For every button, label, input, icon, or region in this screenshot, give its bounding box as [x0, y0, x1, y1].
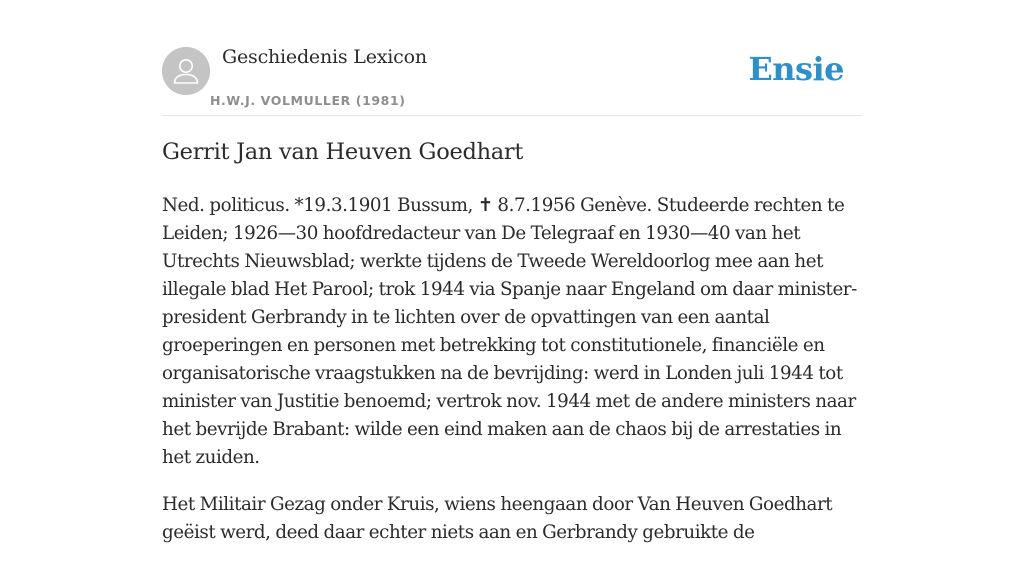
user-placeholder-icon[interactable]	[162, 47, 210, 95]
source-header	[162, 0, 862, 116]
article-paragraph: Het Militair Gezag onder Kruis, wiens heengaan door Van Heuven Goedhart geëist werd, deed daar echter niets aan en Gerbrandy gebruikte de	[162, 494, 833, 543]
article-paragraph: Ned. politicus. *19.3.1901 Bussum, ✝ 8.7.1956 Genève. Studeerde rechten te Leiden; 1926—30 hoofdredacteur van De Telegraaf en 1930—40 van het Utrechts Nieuwsblad; werkte tijdens de Tweede Wereldoorlog mee aan het illegale blad Het Parool; trok 1944 via Spanje naar Engeland om daar minister-president Gerbrandy in te lichten over de opvattingen van een aantal groeperingen en personen met betrekking tot constitutionele, financiële en organisatorische vraagstukken na de bevrijding: werd in Londen juli 1944 tot minister van Justitie benoemd; vertrok nov. 1944 met de andere ministers naar het bevrijde Brabant: wilde een eind maken aan de chaos bij de arrestaties in het zuiden.	[162, 195, 857, 468]
article-body	[162, 192, 862, 566]
source-title[interactable]: Geschiedenis Lexicon	[222, 46, 427, 68]
source-author[interactable]: H.W.J. VOLMULLER (1981)	[210, 93, 406, 108]
brand-logo[interactable]: Ensie	[748, 50, 844, 88]
article-title: Gerrit Jan van Heuven Goedhart	[162, 139, 524, 165]
